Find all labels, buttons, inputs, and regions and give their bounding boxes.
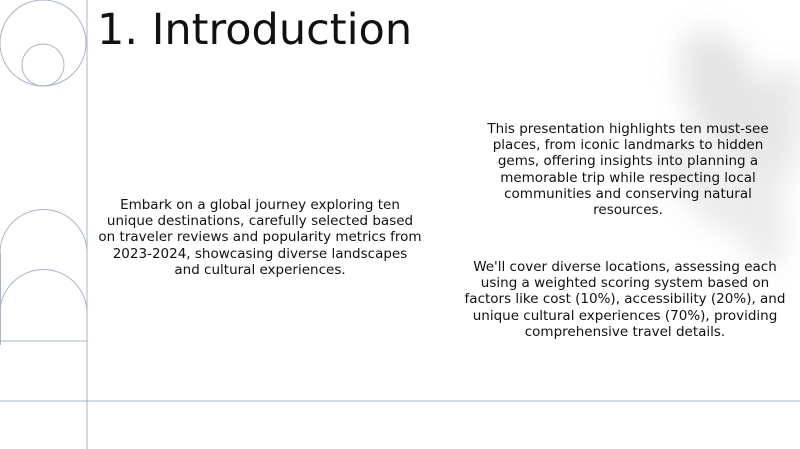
- slide-title: 1. Introduction: [97, 5, 413, 55]
- small-circle-icon: [22, 44, 64, 86]
- intro-right-paragraph-1: This presentation highlights ten must-see places, from iconic landmarks to hidden gems, offering insights into planning a memorable trip while respecting local communities and conserving natural resources.: [487, 121, 769, 219]
- intro-left-paragraph: Embark on a global journey exploring ten unique destinations, carefully selected based on traveler reviews and popularity metrics from 2023-2024, showcasing diverse landscapes and cultural experiences.: [98, 197, 422, 278]
- large-circle-icon: [0, 0, 86, 86]
- upper-arch-icon: [0, 210, 87, 254]
- intro-right-paragraph-2: We'll cover diverse locations, assessing each using a weighted scoring system based on factors like cost (10%), accessibility (20%), and unique cultural experiences (70%), providing comprehensive travel details.: [464, 259, 786, 340]
- lower-arch-icon: [0, 270, 87, 314]
